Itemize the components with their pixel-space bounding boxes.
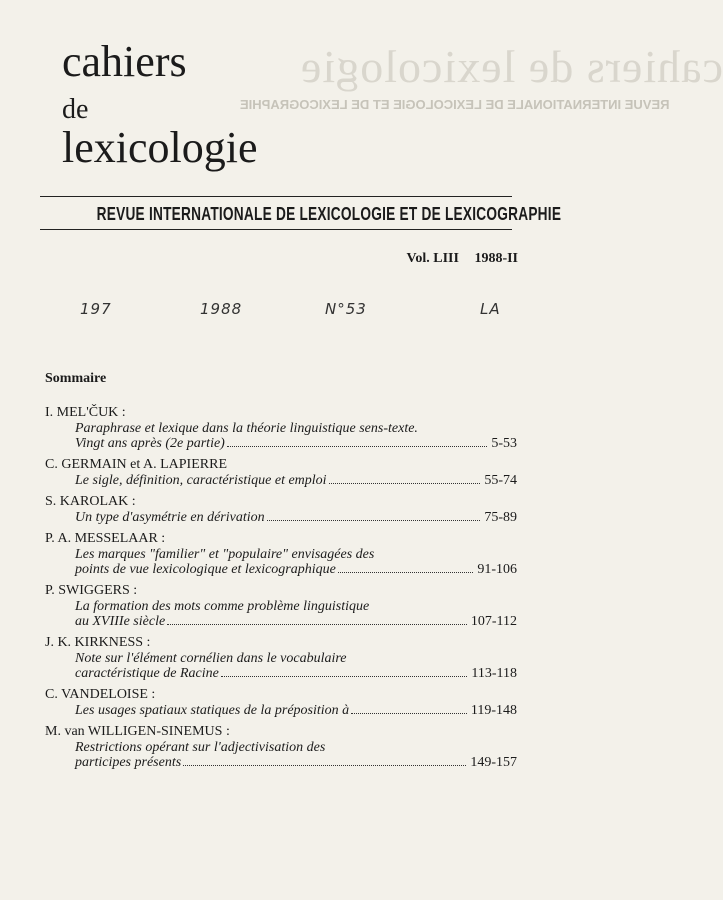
bleed-through-subtitle: REVUE INTERNATIONALE DE LEXICOLOGIE ET DE LEXICOGRAPHIE xyxy=(240,97,670,112)
toc-author: M. van WILLIGEN-SINEMUS : xyxy=(45,724,230,739)
toc-line xyxy=(45,755,517,770)
toc-entry xyxy=(45,583,517,629)
toc-entry xyxy=(45,405,517,451)
toc-pages: 91-106 xyxy=(477,562,517,577)
toc-author: S. KAROLAK : xyxy=(45,494,136,509)
journal-title-de: de xyxy=(62,94,89,125)
toc-line xyxy=(45,421,517,436)
toc-title: Les marques "familier" et "populaire" envisagées des xyxy=(75,547,375,562)
toc-line xyxy=(45,740,517,755)
dot-leader xyxy=(338,572,473,573)
dot-leader xyxy=(267,520,481,521)
journal-title-lexicologie: lexicologie xyxy=(62,123,258,172)
toc-line xyxy=(45,510,517,525)
toc-author: C. VANDELOISE : xyxy=(45,687,156,702)
toc-title: Le sigle, définition, caractéristique et emploi xyxy=(75,473,327,488)
toc-entry xyxy=(45,635,517,681)
toc-entry xyxy=(45,687,517,718)
toc-pages: 75-89 xyxy=(484,510,517,525)
toc-pages: 149-157 xyxy=(470,755,517,770)
toc-author: I. MEL'ČUK : xyxy=(45,405,126,420)
bottom-rule xyxy=(40,229,512,230)
dot-leader xyxy=(221,676,468,677)
toc-title: Paraphrase et lexique dans la théorie linguistique sens-texte. xyxy=(75,421,418,436)
handwritten-note-4: LA xyxy=(480,300,501,318)
dot-leader xyxy=(183,765,466,766)
top-rule xyxy=(40,196,512,197)
toc-pages: 119-148 xyxy=(470,703,517,718)
toc-entry xyxy=(45,494,517,525)
toc-author: P. SWIGGERS : xyxy=(45,583,138,598)
toc-entry xyxy=(45,457,517,488)
toc-title: points de vue lexicologique et lexicographique xyxy=(75,562,336,577)
toc-author: J. K. KIRKNESS : xyxy=(45,635,151,650)
toc-title: Vingt ans après (2e partie) xyxy=(75,436,225,451)
issue-number: 1988-II xyxy=(474,251,518,266)
toc-pages: 113-118 xyxy=(471,666,517,681)
toc-line xyxy=(45,666,517,681)
toc-line xyxy=(45,436,517,451)
handwritten-note-2: 1988 xyxy=(200,300,243,318)
handwritten-note-1: 197 xyxy=(80,300,112,318)
toc-pages: 5-53 xyxy=(491,436,517,451)
table-of-contents xyxy=(45,405,517,776)
toc-title: au XVIIIe siècle xyxy=(75,614,166,629)
dot-leader xyxy=(329,483,481,484)
toc-pages: 107-112 xyxy=(470,614,517,629)
journal-subtitle: REVUE INTERNATIONALE DE LEXICOLOGIE ET DE LEXICOGRAPHIE xyxy=(96,204,562,224)
toc-line xyxy=(45,473,517,488)
toc-title: La formation des mots comme problème linguistique xyxy=(75,599,370,614)
toc-author: P. A. MESSELAAR : xyxy=(45,531,166,546)
volume-number: Vol. LIII xyxy=(406,251,459,266)
toc-line xyxy=(45,614,517,629)
sommaire-heading: Sommaire xyxy=(45,371,107,386)
toc-title: participes présents xyxy=(75,755,182,770)
dot-leader xyxy=(167,624,467,625)
dot-leader xyxy=(351,713,467,714)
dot-leader xyxy=(227,446,487,447)
toc-line xyxy=(45,703,517,718)
toc-title: Un type d'asymétrie en dérivation xyxy=(75,510,265,525)
toc-entry xyxy=(45,531,517,577)
journal-title-cahiers: cahiers xyxy=(62,37,187,86)
toc-line xyxy=(45,651,517,666)
toc-title: Note sur l'élément cornélien dans le vocabulaire xyxy=(75,651,347,666)
toc-pages: 55-74 xyxy=(484,473,517,488)
toc-title: caractéristique de Racine xyxy=(75,666,219,681)
toc-author: C. GERMAIN et A. LAPIERRE xyxy=(45,457,227,472)
toc-line xyxy=(45,562,517,577)
toc-entry xyxy=(45,724,517,770)
volume-issue xyxy=(395,251,518,267)
toc-line xyxy=(45,599,517,614)
toc-line xyxy=(45,547,517,562)
toc-title: Les usages spatiaux statiques de la préposition à xyxy=(75,703,350,718)
toc-title: Restrictions opérant sur l'adjectivisation des xyxy=(75,740,326,755)
bleed-through-text: cahiers de lexicologie xyxy=(300,41,723,92)
handwritten-note-3: N°53 xyxy=(325,300,367,318)
